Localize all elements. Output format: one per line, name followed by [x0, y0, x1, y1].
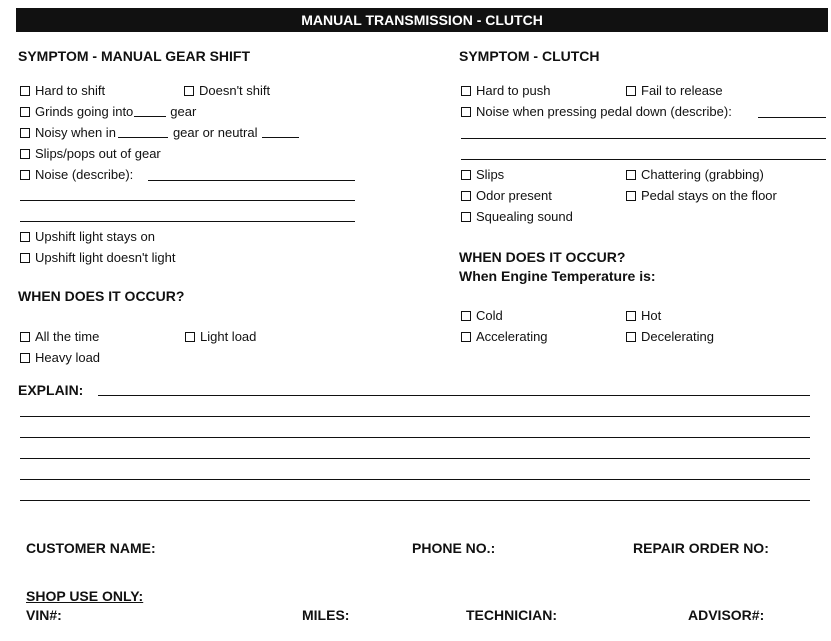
option-label: Noise (describe):	[35, 167, 134, 182]
checkbox[interactable]	[20, 253, 30, 263]
option-doesnt-shift[interactable]	[184, 83, 270, 99]
option-slips[interactable]	[461, 167, 504, 183]
option-label: Hard to shift	[35, 83, 106, 98]
gear-shift-heading: SYMPTOM - MANUAL GEAR SHIFT	[18, 48, 251, 64]
vin-label: VIN#:	[26, 607, 62, 623]
option-label: Light load	[200, 329, 257, 344]
explain-line[interactable]	[20, 500, 810, 501]
advisor-label: ADVISOR#:	[688, 607, 765, 623]
option-label: Upshift light doesn't light	[35, 250, 176, 265]
miles-label: MILES:	[302, 607, 350, 623]
option-label: All the time	[35, 329, 100, 344]
option-upshift-on[interactable]	[20, 229, 155, 245]
customer-name-label: CUSTOMER NAME:	[26, 540, 156, 556]
checkbox[interactable]	[20, 128, 30, 138]
option-grinds[interactable]	[20, 104, 196, 120]
option-label: Heavy load	[35, 350, 101, 365]
shop-use-heading: SHOP USE ONLY:	[26, 588, 144, 604]
checkbox[interactable]	[461, 86, 471, 96]
checkbox[interactable]	[185, 332, 195, 342]
option-label-suffix: gear	[170, 104, 197, 119]
option-label: Decelerating	[641, 329, 714, 344]
option-pedal-floor[interactable]	[626, 188, 777, 204]
checkbox[interactable]	[626, 170, 636, 180]
checkbox[interactable]	[184, 86, 194, 96]
option-noise-describe[interactable]	[20, 167, 133, 183]
option-squealing[interactable]	[461, 209, 573, 225]
option-upshift-doesnt[interactable]	[20, 250, 176, 266]
option-fail-to-release[interactable]	[626, 83, 723, 99]
gear-blank[interactable]	[118, 125, 168, 138]
technician-label: TECHNICIAN:	[466, 607, 557, 623]
option-odor[interactable]	[461, 188, 552, 204]
option-label: Fail to release	[641, 83, 723, 98]
clutch-heading: SYMPTOM - CLUTCH	[459, 48, 600, 64]
noise-pedal-line[interactable]	[758, 117, 826, 118]
option-light-load[interactable]	[185, 329, 256, 345]
option-hard-to-push[interactable]	[461, 83, 550, 99]
option-label: Accelerating	[476, 329, 548, 344]
form-title: MANUAL TRANSMISSION - CLUTCH	[16, 8, 828, 32]
option-label: Odor present	[476, 188, 552, 203]
checkbox[interactable]	[461, 191, 471, 201]
option-chattering[interactable]	[626, 167, 764, 183]
checkbox[interactable]	[461, 107, 471, 117]
checkbox[interactable]	[20, 86, 30, 96]
option-label: Chattering (grabbing)	[641, 167, 764, 182]
checkbox[interactable]	[626, 191, 636, 201]
noise-pedal-line[interactable]	[461, 138, 826, 139]
checkbox[interactable]	[20, 353, 30, 363]
option-label: Hot	[641, 308, 662, 323]
checkbox[interactable]	[461, 332, 471, 342]
phone-label: PHONE NO.:	[412, 540, 496, 556]
checkbox[interactable]	[461, 311, 471, 321]
noise-pedal-line[interactable]	[461, 159, 826, 160]
checkbox[interactable]	[461, 212, 471, 222]
explain-line[interactable]	[20, 458, 810, 459]
noise-line[interactable]	[148, 180, 355, 181]
explain-line[interactable]	[98, 395, 810, 396]
option-label: Noise when pressing pedal down (describe):	[476, 104, 732, 119]
option-cold[interactable]	[461, 308, 503, 324]
option-all-the-time[interactable]	[20, 329, 99, 345]
option-label: Doesn't shift	[199, 83, 271, 98]
option-label: Noisy when in	[35, 125, 116, 140]
option-label: Squealing sound	[476, 209, 573, 224]
option-noise-pedal[interactable]	[461, 104, 732, 120]
explain-line[interactable]	[20, 437, 810, 438]
checkbox[interactable]	[20, 170, 30, 180]
engine-temp-subheading: When Engine Temperature is:	[459, 268, 656, 284]
option-label-suffix: gear or neutral	[172, 125, 258, 140]
option-decelerating[interactable]	[626, 329, 714, 345]
option-label: Slips	[476, 167, 505, 182]
checkbox[interactable]	[626, 332, 636, 342]
noise-line[interactable]	[20, 221, 355, 222]
neutral-blank[interactable]	[262, 125, 299, 138]
checkbox[interactable]	[20, 232, 30, 242]
checkbox[interactable]	[461, 170, 471, 180]
option-label: Grinds going into	[35, 104, 134, 119]
explain-line[interactable]	[20, 479, 810, 480]
repair-order-label: REPAIR ORDER NO:	[633, 540, 769, 556]
explain-line[interactable]	[20, 416, 810, 417]
option-accelerating[interactable]	[461, 329, 548, 345]
gear-blank[interactable]	[134, 104, 166, 117]
checkbox[interactable]	[20, 332, 30, 342]
gear-when-heading: WHEN DOES IT OCCUR?	[18, 288, 185, 304]
option-hot[interactable]	[626, 308, 661, 324]
option-label: Hard to push	[476, 83, 551, 98]
checkbox[interactable]	[20, 149, 30, 159]
option-label: Upshift light stays on	[35, 229, 155, 244]
option-hard-to-shift[interactable]	[20, 83, 105, 99]
checkbox[interactable]	[20, 107, 30, 117]
option-label: Slips/pops out of gear	[35, 146, 161, 161]
option-label: Cold	[476, 308, 503, 323]
checkbox[interactable]	[626, 86, 636, 96]
clutch-when-heading: WHEN DOES IT OCCUR?	[459, 249, 626, 265]
checkbox[interactable]	[626, 311, 636, 321]
option-heavy-load[interactable]	[20, 350, 100, 366]
explain-label: EXPLAIN:	[18, 382, 84, 398]
option-noisy[interactable]	[20, 125, 299, 141]
option-slips-out[interactable]	[20, 146, 161, 162]
option-label: Pedal stays on the floor	[641, 188, 777, 203]
noise-line[interactable]	[20, 200, 355, 201]
